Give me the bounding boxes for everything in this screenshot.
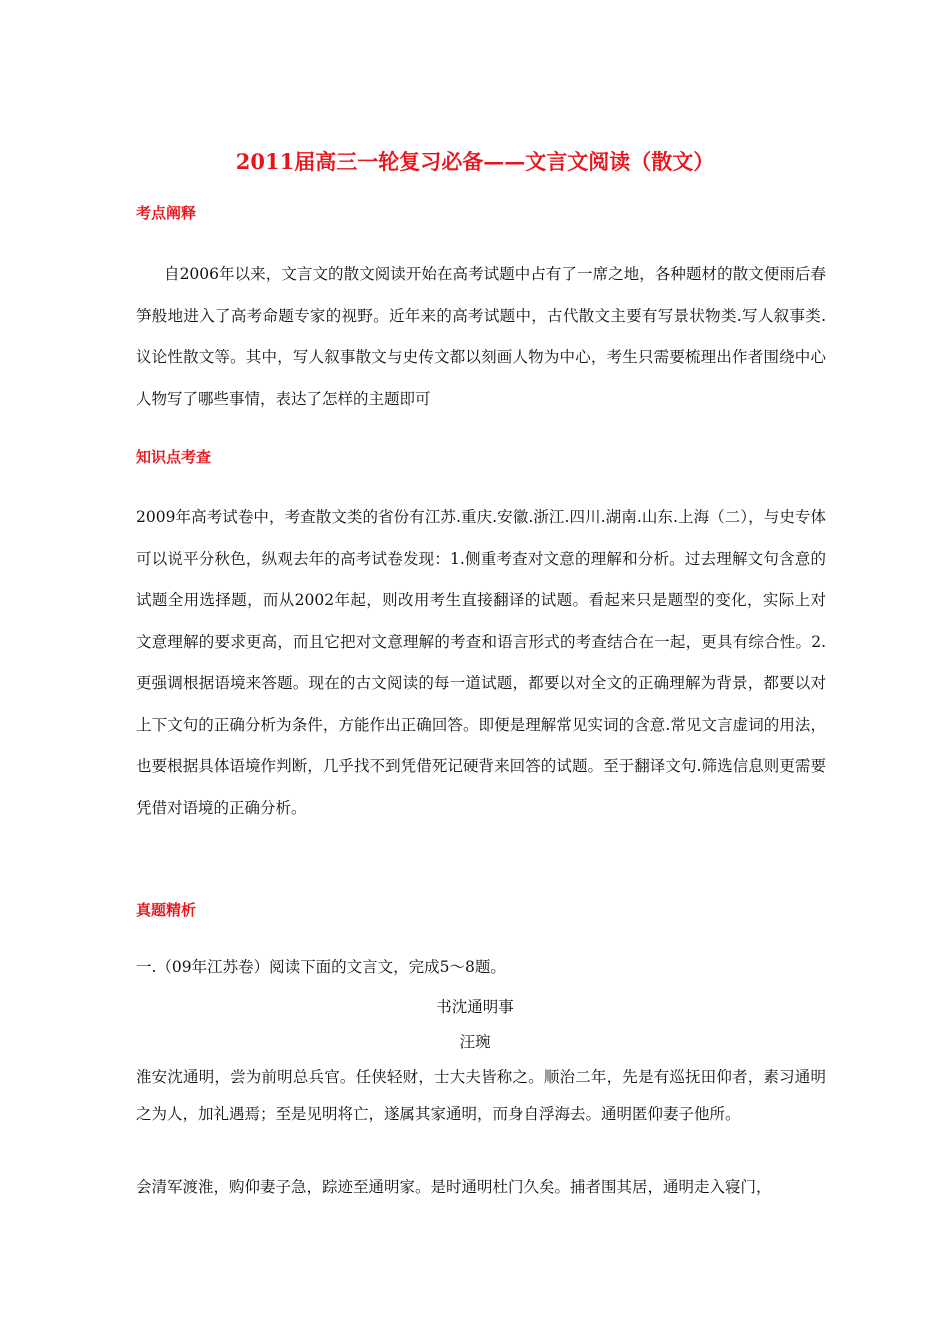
section-body-zhishidian: 2009年高考试卷中，考查散文类的省份有江苏.重庆.安徽.浙江.四川.湖南.山东.上海（二），与史专体可以说平分秋色，纵观去年的高考试卷发现：1.侧重考查对文意的理解和分析。过去理解文句含意的试题全用选择题，而从2002年起，则改用考生直接翻译的试题。看起来只是题型的变化，实际上对文意理解的要求更高，而且它把对文意理解的考查和语言形式的考查结合在一起，更具有综合性。2.更强调根据语境来答题。现在的古文阅读的每一道试题，都要以对全文的正确理解为背景，都要以对上下文句的正确分析为条件，方能作出正确回答。即便是理解常见实词的含意.常见文言虚词的用法，也要根据具体语境作判断，几乎找不到凭借死记硬背来回答的试题。至于翻译文句.筛选信息则更需要凭借对语境的正确分析。 [136, 508, 826, 817]
passage-paragraph: 会清军渡淮，购仰妻子急，踪迹至通明家。是时通明杜门久矣。捕者围其居，通明走入寝门， [136, 1178, 772, 1196]
section-body-kaodian: 自2006年以来，文言文的散文阅读开始在高考试题中占有了一席之地，各种题材的散文便雨后春笋般地进入了高考命题专家的视野。近年来的高考试题中，古代散文主要有写景状物类.写人叙事类.议论性散文等。其中，写人叙事散文与史传文都以刻画人物为中心，考生只需要梳理出作者围绕中心人物写了哪些事情，表达了怎样的主题即可 [136, 265, 826, 408]
section-heading-zhenti: 真题精析 [136, 901, 197, 919]
document-title: 2011届高三一轮复习必备——文言文阅读（散文） [235, 149, 715, 174]
question-prompt: 一.（09年江苏卷）阅读下面的文言文，完成5～8题。 [136, 958, 506, 976]
passage-author: 汪琬 [459, 1033, 491, 1051]
passage-title: 书沈通明事 [436, 998, 514, 1016]
section-heading-kaodian: 考点阐释 [136, 204, 197, 222]
section-heading-zhishidian: 知识点考查 [136, 448, 212, 466]
passage-paragraph: 淮安沈通明，尝为前明总兵官。任侠轻财，士大夫皆称之。顺治二年，先是有巡抚田仰者，素习通明之为人，加礼遇焉；至是见明将亡，遂属其家通明，而身自浮海去。通明匿仰妻子他所。 [136, 1068, 826, 1123]
